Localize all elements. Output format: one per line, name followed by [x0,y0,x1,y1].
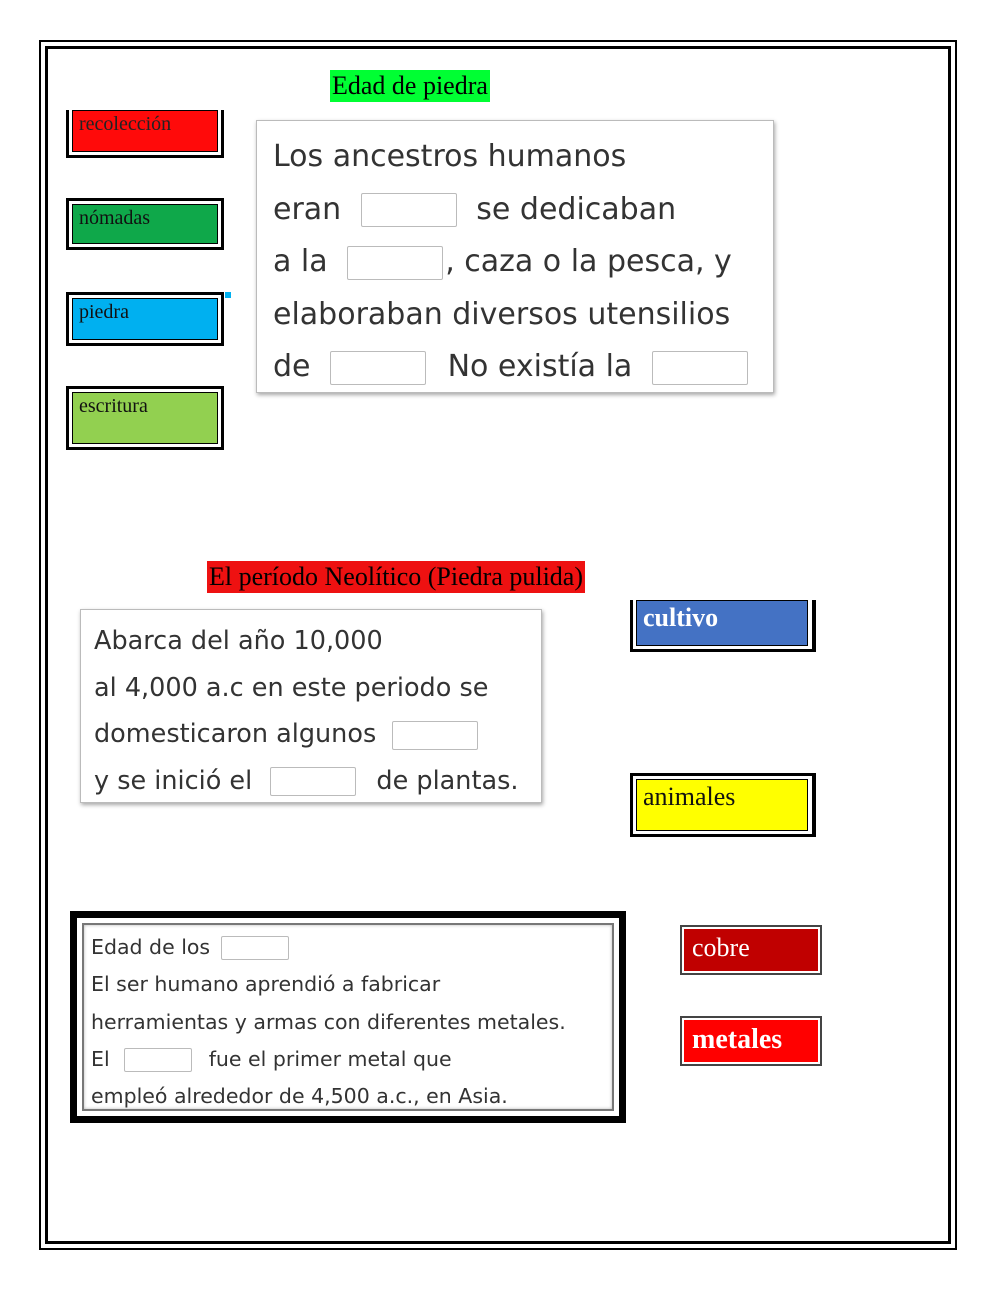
text-fragment: eran [273,191,342,227]
draggable-word-metales[interactable] [680,1016,822,1066]
text-fragment: de plantas. [376,765,519,796]
word-label: escritura [72,392,218,444]
drop-blank-8[interactable] [124,1048,192,1072]
draggable-word-recoleccion[interactable] [66,110,224,158]
drop-blank-7[interactable] [221,936,289,960]
text-line: Abarca del año 10,000 [94,626,383,656]
text-line [273,184,773,237]
word-label: recolección [72,110,218,152]
word-label: metales [684,1020,818,1062]
draggable-word-escritura[interactable] [66,386,224,450]
text-line: al 4,000 a.c en este periodo se [94,672,489,703]
drop-blank-2[interactable] [347,246,443,280]
text-fragment: se dedicaban [476,191,677,227]
draggable-word-cobre[interactable] [680,925,822,975]
drop-blank-5[interactable] [392,721,478,750]
draggable-word-nomadas[interactable] [66,198,224,250]
paragraph-card-neolitico [80,609,542,803]
text-line: elaboraban diversos utensilios [273,296,731,332]
draggable-word-cultivo[interactable] [630,600,816,652]
text-line [273,341,773,394]
text-line: El ser humano aprendió a fabricar [91,972,441,997]
text-fragment: domesticaron algunos [94,719,377,749]
drop-blank-1[interactable] [361,193,457,227]
text-line: empleó alrededor de 4,500 a.c., en Asia. [91,1084,508,1109]
text-line [91,929,612,966]
word-label: cultivo [636,600,808,646]
word-label: animales [636,779,808,831]
text-fragment: y se inició el [94,765,253,796]
section-title-edad-de-piedra: Edad de piedra [332,71,488,100]
text-fragment: a la [273,244,328,279]
text-line [273,236,773,289]
text-line [91,1041,612,1078]
paragraph-card-metales [82,923,614,1111]
text-line [94,711,541,758]
draggable-word-animales[interactable] [630,773,816,837]
paragraph-card-edad-de-piedra [256,120,774,393]
stray-mark [225,292,231,298]
text-line [94,758,541,805]
drop-blank-4[interactable] [652,351,748,385]
draggable-word-piedra[interactable] [66,292,224,346]
text-fragment: de [273,349,311,384]
text-fragment: fue el primer metal que [208,1046,452,1071]
text-line: Los ancestros humanos [273,139,627,174]
text-fragment: , caza o la pesca, y [445,244,732,279]
word-label: piedra [72,298,218,340]
word-label: cobre [684,929,818,971]
section-title-neolitico: El período Neolítico (Piedra pulida) [209,562,584,591]
text-fragment: El [91,1046,110,1071]
word-label: nómadas [72,204,218,244]
drop-blank-3[interactable] [330,351,426,385]
text-line: herramientas y armas con diferentes metales. [91,1009,566,1034]
text-fragment: Edad de los [91,935,211,959]
text-fragment: No existía la [447,349,633,384]
drop-blank-6[interactable] [270,767,356,796]
